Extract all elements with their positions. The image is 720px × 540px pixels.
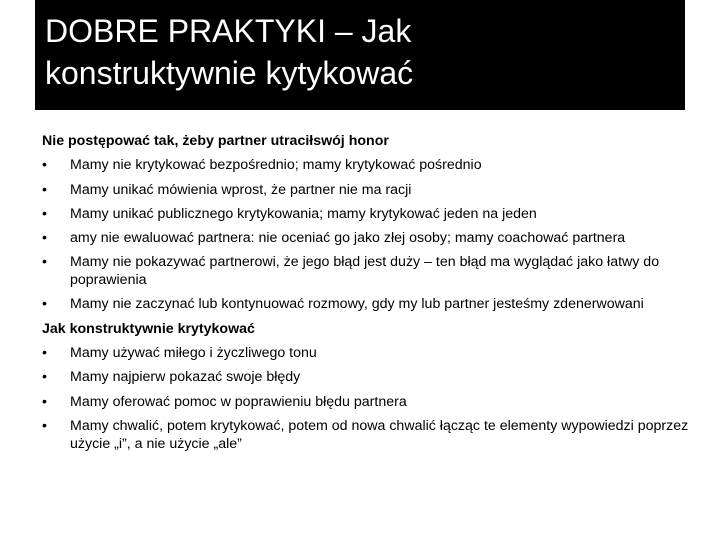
list-item (42, 341, 710, 365)
list-item-text: Mamy chwalić, potem krytykować, potem od nowa chwalić łącząc te elementy wypowiedzi poprzez użycie „i”, a nie użycie „ale” (70, 417, 689, 452)
bullet-icon: • (42, 345, 47, 362)
list-item-text: Mamy unikać publicznego krytykowania; mamy krytykować jeden na jeden (70, 205, 537, 222)
list-item-text: Mamy nie pokazywać partnerowi, że jego błąd jest duży – ten błąd ma wyglądać jako łatwy do poprawienia (70, 254, 660, 289)
bullet-icon: • (42, 181, 47, 198)
list-item-text: Mamy najpierw pokazać swoje błędy (70, 369, 301, 386)
slide-title-line-1: DOBRE PRAKTYKI – Jak (45, 13, 412, 49)
list-item (42, 178, 710, 202)
bullet-icon: • (42, 157, 47, 174)
bullet-icon: • (42, 230, 47, 247)
section-heading-constructive: Jak konstruktywnie krytykować (42, 320, 255, 337)
list-item (42, 414, 710, 456)
list-item (42, 250, 710, 292)
bullet-icon: • (42, 393, 47, 410)
bullet-icon: • (42, 296, 47, 313)
list-item (42, 292, 710, 316)
bullet-icon: • (42, 254, 47, 271)
bullet-icon: • (42, 369, 47, 386)
list-item (42, 226, 710, 250)
slide-body (42, 129, 710, 456)
list-item (42, 153, 710, 177)
list-item-text: Mamy nie zaczynać lub kontynuować rozmowy, gdy my lub partner jesteśmy zdenerwowani (70, 296, 644, 313)
section-heading-honor: Nie postępować tak, żeby partner utraciłswój honor (42, 133, 389, 149)
list-item-text: Mamy oferować pomoc w poprawieniu błędu partnera (70, 393, 407, 410)
list-item (42, 365, 710, 389)
list-item-text: Mamy używać miłego i życzliwego tonu (70, 345, 317, 362)
list-item-text: amy nie ewaluować partnera: nie oceniać go jako złej osoby; mamy coachować partnera (70, 230, 626, 247)
slide-title-bar (35, 0, 685, 110)
list-item-text: Mamy unikać mówienia wprost, że partner nie ma racji (70, 181, 412, 198)
honor-bullet-list (42, 153, 710, 316)
list-item-text: Mamy nie krytykować bezpośrednio; mamy krytykować pośrednio (70, 157, 482, 174)
list-item (42, 202, 710, 226)
list-item (42, 390, 710, 414)
slide-title-line-2: konstruktywnie kytykować (45, 55, 414, 91)
constructive-bullet-list (42, 341, 710, 456)
bullet-icon: • (42, 417, 47, 434)
bullet-icon: • (42, 205, 47, 222)
